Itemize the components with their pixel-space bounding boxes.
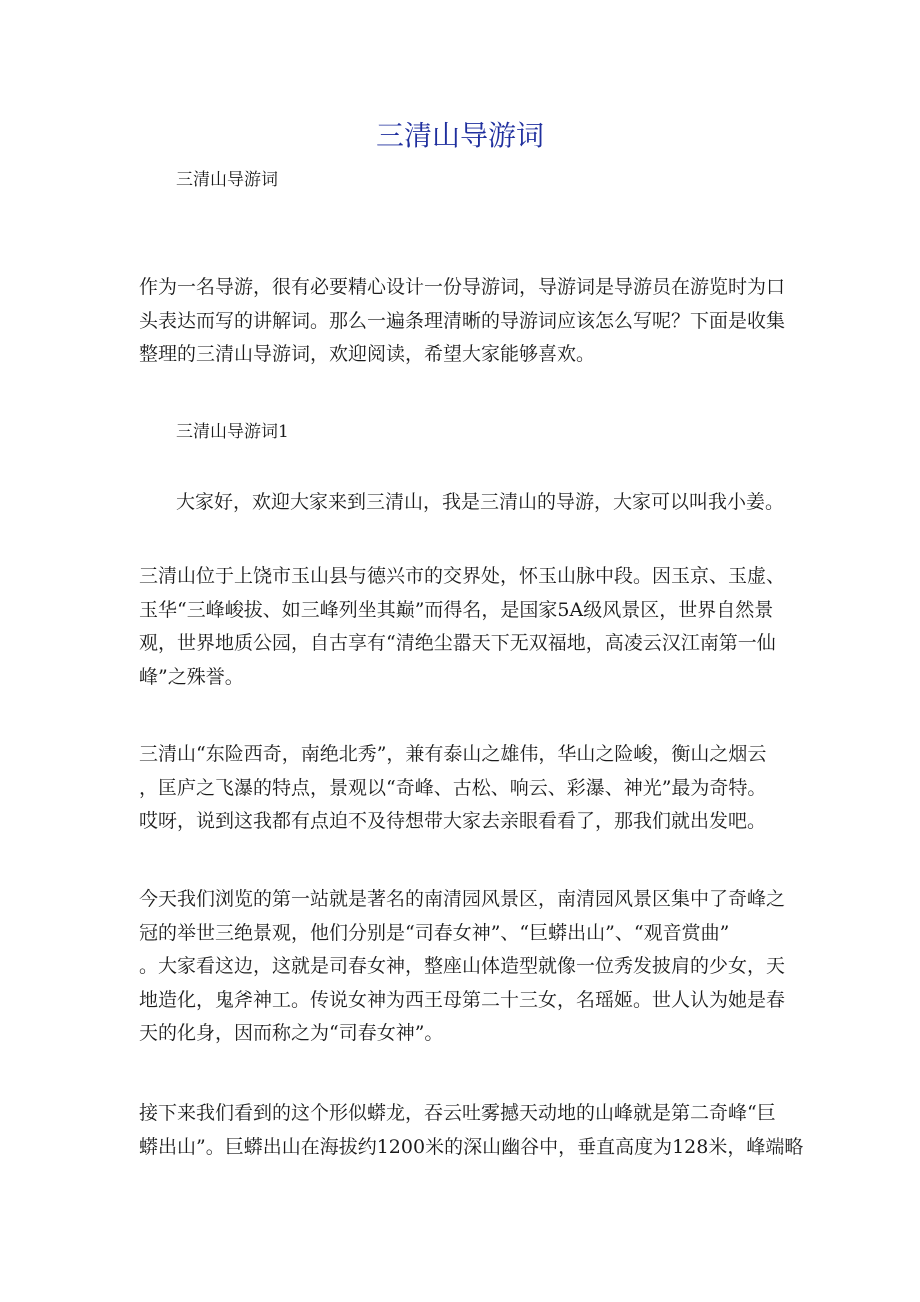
paragraph-line: 三清山位于上饶市玉山县与德兴市的交界处，怀玉山脉中段。因玉京、玉虚、 (139, 565, 786, 587)
paragraph-line: 天的化身，因而称之为“司春女神”。 (139, 1022, 444, 1044)
paragraph-location (139, 560, 789, 694)
paragraph-line: 观，世界地质公园，自古享有“清绝尘嚣天下无双福地，高凌云汉江南第一仙 (139, 632, 776, 654)
paragraph-line: 峰”之殊誉。 (139, 665, 244, 688)
document-title: 三清山导游词 (375, 119, 544, 152)
paragraph-line: 哎呀，说到这我都有点迫不及待想带大家去亲眼看看了，那我们就出发吧。 (139, 810, 767, 832)
document-subtitle: 三清山导游词 (176, 170, 278, 190)
paragraph-first-stop (139, 883, 789, 1051)
intro-paragraph (139, 271, 789, 372)
paragraph-features (139, 738, 789, 839)
paragraph-second-peak (139, 1097, 804, 1164)
paragraph-line: 今天我们浏览的第一站就是著名的南清园风景区，南清园风景区集中了奇峰之 (139, 888, 786, 910)
paragraph-line: 。大家看这边，这就是司春女神，整座山体造型就像一位秀发披肩的少女，天 (139, 955, 786, 977)
intro-line: 作为一名导游，很有必要精心设计一份导游词，导游词是导游员在游览时为口 (139, 276, 786, 298)
paragraph-line: 冠的举世三绝景观，他们分别是“司春女神”、“巨蟒出山”、“观音赏曲” (139, 921, 730, 944)
paragraph-line: ，匡庐之飞瀑的特点，景观以“奇峰、古松、响云、彩瀑、神光”最为奇特。 (139, 776, 767, 799)
paragraph-line: 三清山“东险西奇，南绝北秀”，兼有泰山之雄伟，华山之险峻，衡山之烟云 (139, 743, 767, 765)
intro-line: 头表达而写的讲解词。那么一遍条理清晰的导游词应该怎么写呢？下面是收集 (139, 309, 786, 332)
paragraph-line: 蟒出山”。巨蟒出山在海拔约1200米的深山幽谷中，垂直高度为128米，峰端略 (139, 1135, 804, 1158)
greeting-paragraph: 大家好，欢迎大家来到三清山，我是三清山的导游，大家可以叫我小姜。 (176, 491, 785, 513)
intro-line: 整理的三清山导游词，欢迎阅读，希望大家能够喜欢。 (139, 343, 596, 365)
paragraph-line: 玉华“三峰峻拔、如三峰列坐其巅”而得名，是国家5A级风景区，世界自然景 (139, 598, 774, 621)
paragraph-line: 地造化，鬼斧神工。传说女神为西王母第二十三女，名瑶姬。世人认为她是春 (139, 988, 786, 1011)
paragraph-line: 接下来我们看到的这个形似蟒龙，吞云吐雾撼天动地的山峰就是第二奇峰“巨 (139, 1102, 776, 1124)
section-heading: 三清山导游词1 (176, 422, 289, 442)
